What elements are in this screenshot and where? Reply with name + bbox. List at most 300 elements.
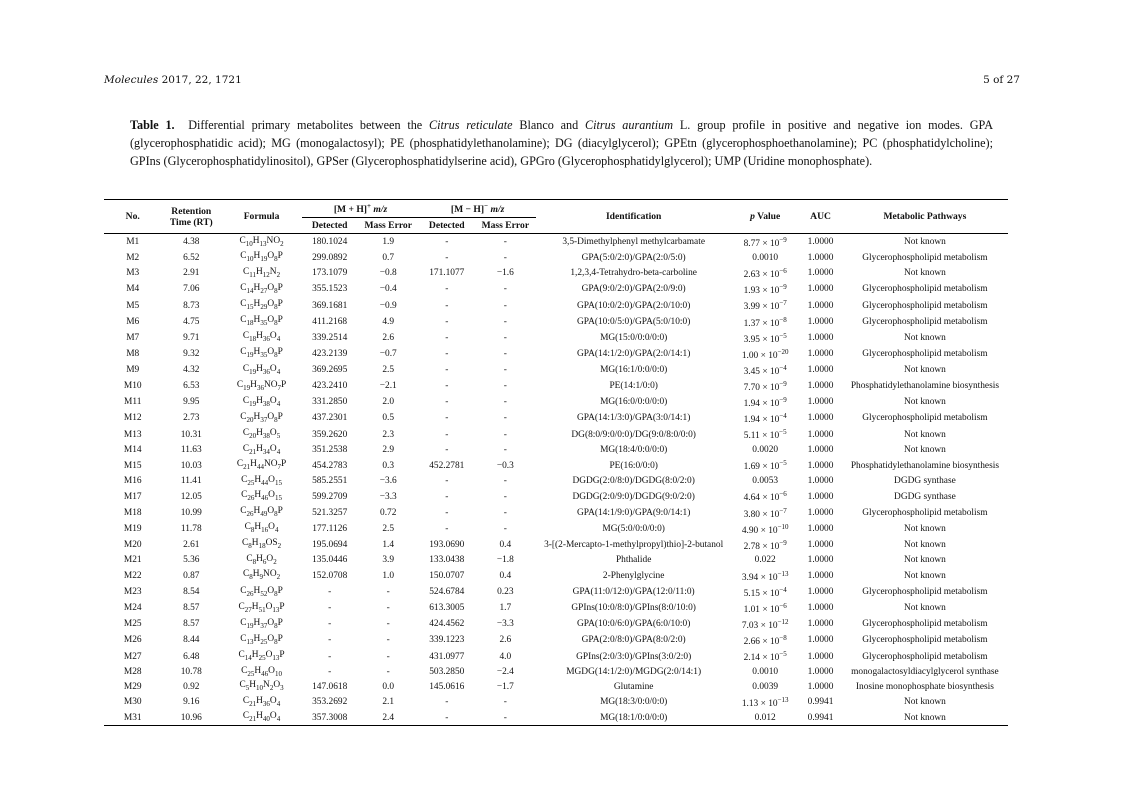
cell-formula: $C_{21}H_{36}O_4$ [242,695,281,708]
col-header-neg-mode: [M − H]− m/z [419,200,536,218]
cell-rt: 8.57 [183,619,200,630]
cell-pathway: Inosine monophosphate biosynthesis [855,681,994,692]
cell-neg-mass-error: −1.8 [496,555,514,566]
cell-pathway: Glycerophospholipid metabolism [862,651,988,662]
cell-identification: MG(18:3/0:0/0:0) [600,697,668,708]
cell-rt: 4.38 [183,237,200,248]
cell-neg-mass-error: −0.3 [496,460,514,471]
cell-no: M10 [123,381,142,392]
cell-neg-detected: - [445,491,449,502]
table-row [104,488,1008,504]
cell-pvalue: $3.45 \times 10^{-4}$ [743,363,787,378]
cell-formula: $C_8H_{16}O_4$ [244,522,279,535]
cell-no: M8 [126,348,140,359]
cell-no: M9 [126,365,140,375]
cell-auc: 1.0000 [807,348,834,359]
table-row [104,648,1008,664]
cell-pathway: Glycerophospholipid metabolism [862,413,988,424]
cell-pvalue: $8.77 \times 10^{-9}$ [743,236,787,250]
cell-formula: $C_{18}H_{36}O_4$ [242,331,281,344]
cell-pathway: Not known [903,523,946,534]
cell-identification: GPA(11:0/12:0)/GPA(12:0/11:0) [572,587,695,597]
cell-neg-detected: - [445,429,449,440]
cell-auc: 1.0000 [807,635,834,646]
cell-no: M19 [123,523,142,534]
cell-rt: 4.75 [183,316,200,327]
cell-pathway: Glycerophospholipid metabolism [862,635,988,646]
cell-pos-mass-error: - [386,619,390,630]
cell-auc: 1.0000 [807,413,834,424]
cell-rt: 8.73 [183,300,200,311]
table-row [104,457,1008,473]
species-name: Citrus reticulate [429,118,513,132]
table-label: Table 1. [130,118,175,132]
cell-no: M26 [123,635,142,646]
cell-auc: 1.0000 [807,539,834,550]
cell-pvalue: $5.15 \times 10^{-4}$ [743,585,787,600]
table-row [104,679,1008,694]
cell-neg-detected: 133.0438 [429,555,465,566]
cell-no: M25 [123,619,142,630]
cell-auc: 1.0000 [807,603,834,614]
cell-neg-detected: - [445,413,449,424]
cell-pathway: Not known [903,429,946,440]
cell-pos-detected: 177.1126 [312,523,348,534]
cell-neg-detected: 339.1223 [429,635,465,646]
cell-pathway: Glycerophospholipid metabolism [862,587,988,597]
cell-identification: MG(18:1/0:0/0:0) [600,712,668,723]
cell-identification: PE(14:1/0:0) [609,381,658,392]
cell-formula: $C_{26}H_{49}O_8P$ [240,506,283,519]
cell-pathway: Not known [903,603,946,614]
cell-auc: 1.0000 [807,284,834,295]
cell-neg-detected: 452.2781 [429,460,465,471]
cell-formula: $C_{25}H_{44}O_{15}$ [241,474,282,487]
cell-auc: 1.0000 [807,491,834,502]
col-header-formula: Formula [221,200,302,234]
cell-no: M23 [123,587,142,597]
cell-identification: GPIns(10:0/8:0)/GPIns(8:0/10:0) [571,603,696,614]
cell-neg-detected: - [445,712,449,723]
cell-identification: MG(15:0/0:0/0:0) [600,332,668,343]
cell-pos-mass-error: −3.3 [379,491,397,502]
cell-pos-mass-error: 2.6 [382,332,395,343]
cell-neg-mass-error: −1.7 [496,681,514,692]
cell-formula: $C_{14}H_{25}O_{13}P$ [238,650,285,662]
cell-no: M16 [123,476,142,486]
cell-pathway: Glycerophospholipid metabolism [862,300,988,311]
table-row [104,505,1008,521]
cell-neg-detected: 503.2850 [429,667,465,677]
cell-rt: 12.05 [180,491,202,502]
cell-pos-mass-error: −0.8 [379,268,397,279]
cell-formula: $C_{19}H_{38}O_4$ [242,395,281,408]
cell-rt: 6.52 [183,252,200,263]
cell-identification: GPA(9:0/2:0)/GPA(2:0/9:0) [581,284,686,295]
cell-identification: DG(8:0/9:0/0:0)/DG(9:0/8:0/0:0) [571,429,696,440]
cell-rt: 4.32 [183,365,200,375]
col-header-pos-mode: [M + H]+ m/z [302,200,419,218]
cell-identification: GPA(2:0/8:0)/GPA(8:0/2:0) [581,635,686,646]
cell-pvalue: $2.78 \times 10^{-9}$ [743,538,787,552]
cell-pos-mass-error: 0.5 [382,413,395,424]
cell-pos-detected: 299.0892 [312,252,348,263]
cell-pvalue: $2.66 \times 10^{-8}$ [743,634,787,648]
col-header-pos-mass-error: Mass Error [357,218,419,234]
cell-pathway: Not known [903,570,946,581]
cell-no: M2 [126,252,140,263]
cell-pathway: Not known [903,397,946,408]
cell-auc: 1.0000 [807,332,834,343]
cell-pathway: Glycerophospholipid metabolism [862,507,988,518]
cell-pos-mass-error: 1.9 [382,237,395,248]
table-row [104,665,1008,680]
cell-pvalue: 0.022 [754,555,776,566]
cell-rt: 5.36 [183,555,200,566]
cell-pvalue: $1.93 \times 10^{-9}$ [743,283,787,297]
cell-rt: 11.78 [180,523,202,534]
cell-identification: Phthalide [615,555,652,566]
cell-neg-detected: 524.6784 [429,587,465,597]
cell-pathway: Phosphatidylethanolamine biosynthesis [850,460,999,471]
cell-rt: 0.87 [183,570,200,581]
cell-no: M5 [126,300,140,311]
cell-pvalue: $7.70 \times 10^{-9}$ [743,380,787,394]
table-row [104,297,1008,313]
cell-neg-detected: - [445,523,449,534]
cell-neg-mass-error: - [503,697,507,708]
cell-neg-mass-error: - [503,365,507,375]
cell-neg-mass-error: 1.7 [499,603,512,614]
cell-auc: 1.0000 [807,651,834,662]
cell-auc: 1.0000 [807,681,834,692]
cell-pos-detected: 521.3257 [312,507,348,518]
table-row [104,410,1008,426]
cell-no: M18 [123,507,142,518]
cell-formula: $C_{11}H_{12}N_2$ [243,266,281,279]
cell-pos-mass-error: −0.4 [379,284,397,295]
cell-pvalue: $3.80 \times 10^{-7}$ [743,506,787,520]
caption-text: Differential primary metabolites between the [188,118,429,132]
cell-neg-detected: 171.1077 [429,268,465,279]
cell-neg-mass-error: - [503,316,507,327]
table-row [104,443,1008,458]
cell-identification: 3-[(2-Mercapto-1-methylpropyl)thio]-2-butanol [544,539,724,550]
cell-identification: MGDG(14:1/2:0)/MGDG(2:0/14:1) [566,667,702,677]
cell-no: M28 [123,667,142,677]
cell-formula: $C_{20}H_{38}O_5$ [242,428,281,440]
cell-pathway: Not known [903,539,946,550]
cell-identification: Glutamine [613,681,654,692]
cell-pos-mass-error: 2.4 [382,712,395,723]
cell-neg-detected: - [445,300,449,311]
cell-formula: $C_{21}H_{40}O_4$ [242,711,281,724]
cell-rt: 9.71 [183,332,200,343]
col-header-neg-detected: Detected [419,218,474,234]
table-row [104,553,1008,568]
cell-neg-detected: - [445,237,449,248]
cell-identification: GPA(10:0/2:0)/GPA(2:0/10:0) [576,300,691,311]
col-header-auc: AUC [799,200,842,234]
cell-auc: 1.0000 [807,381,834,392]
cell-no: M4 [126,284,140,295]
cell-rt: 9.32 [183,348,200,359]
cell-identification: GPA(14:1/9:0)/GPA(9:0/14:1) [576,507,691,518]
cell-pvalue: 0.0039 [752,681,779,692]
cell-no: M15 [123,460,142,471]
cell-pos-detected: 359.2620 [312,429,348,440]
cell-auc: 1.0000 [807,555,834,566]
cell-pathway: Glycerophospholipid metabolism [862,316,988,327]
cell-pvalue: $3.95 \times 10^{-5}$ [743,331,787,345]
cell-pvalue: 0.0010 [752,252,779,263]
cell-pvalue: $7.03 \times 10^{-12}$ [741,618,789,632]
metabolites-table [104,199,1008,726]
cell-auc: 1.0000 [807,300,834,311]
cell-pos-mass-error: - [386,587,390,597]
cell-pathway: DGDG synthase [894,491,956,502]
cell-rt: 6.53 [183,381,200,392]
table-row [104,584,1008,600]
cell-pos-mass-error: 0.72 [380,507,397,518]
cell-pvalue: $3.94 \times 10^{-13}$ [741,569,789,583]
cell-neg-mass-error: - [503,476,507,486]
cell-pos-mass-error: 1.4 [382,539,395,550]
cell-formula: $C_5H_{10}N_2O_3$ [239,680,284,693]
col-header-identification: Identification [536,200,731,234]
cell-no: M7 [126,332,140,343]
cell-pos-mass-error: −0.9 [379,300,397,311]
cell-pos-detected: 339.2514 [312,332,348,343]
cell-neg-mass-error: - [503,397,507,408]
cell-neg-detected: - [445,365,449,375]
cell-rt: 2.61 [183,539,200,550]
cell-auc: 1.0000 [807,667,834,677]
col-header-no: No. [104,200,161,234]
cell-rt: 8.54 [183,587,200,597]
cell-rt: 9.95 [183,397,200,408]
table-row [104,281,1008,297]
cell-identification: PE(16:0/0:0) [609,460,658,471]
cell-formula: $C_8H_9NO_2$ [243,569,281,582]
cell-pos-mass-error: 2.1 [382,697,395,708]
cell-rt: 8.44 [183,635,200,646]
cell-pos-detected: - [328,587,332,597]
table-body [104,234,1008,726]
cell-formula: $C_{18}H_{35}O_8P$ [240,315,283,328]
cell-auc: 1.0000 [807,365,834,375]
cell-pos-detected: - [328,651,332,662]
table-row [104,474,1008,489]
cell-neg-mass-error: - [503,523,507,534]
cell-pos-detected: 599.2709 [312,491,348,502]
cell-pvalue: $5.11 \times 10^{-5}$ [743,428,787,442]
cell-identification: DGDG(2:0/9:0)/DGDG(9:0/2:0) [572,491,695,502]
cell-pos-detected: 351.2538 [312,445,348,455]
cell-auc: 1.0000 [807,523,834,534]
cell-neg-mass-error: −1.6 [496,268,514,279]
cell-pos-mass-error: - [386,651,390,662]
cell-no: M22 [123,570,142,581]
cell-auc: 1.0000 [807,460,834,471]
table-row [104,632,1008,648]
cell-pos-detected: 355.1523 [312,284,348,295]
cell-pos-mass-error: - [386,667,390,677]
cell-no: M30 [123,697,142,708]
cell-neg-detected: - [445,507,449,518]
table-row [104,250,1008,265]
cell-pos-mass-error: 2.0 [382,397,395,408]
cell-neg-mass-error: - [503,237,507,248]
col-header-pvalue: p Value [731,200,799,234]
cell-pathway: DGDG synthase [894,476,956,486]
cell-formula: $C_{13}H_{25}O_8P$ [240,633,283,646]
cell-neg-detected: - [445,332,449,343]
cell-neg-mass-error: - [503,252,507,263]
cell-neg-mass-error: - [503,507,507,518]
cell-no: M24 [123,603,142,614]
cell-auc: 1.0000 [807,445,834,455]
cell-formula: $C_{10}H_{19}O_8P$ [240,251,283,264]
cell-neg-mass-error: - [503,413,507,424]
cell-pos-detected: 423.2410 [312,381,348,392]
table-row [104,378,1008,394]
cell-neg-mass-error: - [503,348,507,359]
cell-pos-detected: - [328,619,332,630]
cell-pathway: Not known [903,237,946,248]
cell-neg-mass-error: 0.4 [499,539,512,550]
cell-auc: 1.0000 [807,619,834,630]
cell-neg-mass-error: 4.0 [499,651,512,662]
cell-auc: 1.0000 [807,570,834,581]
table-row [104,537,1008,553]
cell-formula: $C_{20}H_{37}O_8P$ [240,411,283,424]
cell-auc: 1.0000 [807,316,834,327]
cell-neg-detected: - [445,397,449,408]
species-name: Citrus aurantium [585,118,674,132]
cell-pvalue: $2.14 \times 10^{-5}$ [743,650,787,664]
cell-formula: $C_{10}H_{13}NO_2$ [239,235,284,248]
cell-auc: 1.0000 [807,476,834,486]
cell-pos-mass-error: 4.9 [382,316,395,327]
cell-no: M29 [123,681,142,692]
cell-neg-detected: 431.0977 [429,651,465,662]
cell-pvalue: $1.94 \times 10^{-4}$ [743,412,787,426]
cell-pvalue: $3.99 \times 10^{-7}$ [743,299,787,313]
cell-no: M3 [126,268,140,279]
cell-rt: 10.31 [180,429,202,440]
cell-identification: 1,2,3,4-Tetrahydro-beta-carboline [570,268,697,279]
cell-identification: GPA(5:0/2:0)/GPA(2:0/5:0) [581,252,686,263]
col-header-neg-mass-error: Mass Error [474,218,536,234]
cell-auc: 1.0000 [807,507,834,518]
cell-rt: 10.99 [180,507,202,518]
cell-pos-detected: 135.0446 [312,555,348,566]
cell-pos-mass-error: 0.7 [382,252,395,263]
cell-no: M20 [123,539,142,550]
col-header-pos-detected: Detected [302,218,357,234]
col-header-rt: Retention Time (RT) [161,200,221,234]
cell-pos-detected: - [328,667,332,677]
cell-neg-mass-error: - [503,300,507,311]
cell-auc: 0.9941 [807,697,834,708]
cell-no: M27 [123,651,142,662]
cell-no: M6 [126,316,140,327]
cell-identification: MG(5:0/0:0/0:0) [602,523,665,534]
cell-neg-detected: 150.0707 [429,570,465,581]
cell-formula: $C_{21}H_{34}O_4$ [242,443,281,456]
cell-neg-mass-error: - [503,491,507,502]
caption-text: L. group profile in positive and negative ion modes. GPA (glycerophosphatidic acid); MG (monogalactosyl); PE (phosphatidylethanolamine); DG (diacylglycerol); GPEtn (glycerophosphoethanolamine); PC (phosphatidylcholine); GPIns (Glycerophosphatidylinositol), GPSer (Glycerophosphatidylserine acid), GPGro (Glycerophosphatidylglycerol); UMP (Uridine monophosphate). [130,118,994,168]
cell-pathway: Not known [903,268,946,279]
cell-pos-detected: 353.2692 [312,697,348,708]
cell-pos-mass-error: 2.9 [382,445,395,455]
cell-pvalue: $1.69 \times 10^{-5}$ [743,459,787,473]
cell-formula: $C_{26}H_{46}O_{15}$ [241,490,282,502]
cell-pos-detected: 585.2551 [312,476,348,486]
cell-rt: 0.92 [183,681,200,692]
cell-neg-mass-error: 0.4 [499,570,512,581]
cell-no: M21 [123,555,142,566]
cell-auc: 1.0000 [807,252,834,263]
cell-rt: 10.03 [180,460,202,471]
cell-pvalue: 0.0020 [752,445,779,455]
cell-formula: $C_{27}H_{51}O_{13}P$ [238,601,285,614]
cell-identification: MG(16:0/0:0/0:0) [600,397,668,408]
cell-pos-detected: 195.0694 [312,539,348,550]
cell-formula: $C_{19}H_{35}O_8P$ [240,347,283,360]
cell-no: M11 [124,397,142,408]
cell-rt: 6.48 [183,651,200,662]
table-row [104,710,1008,725]
table-row [104,362,1008,378]
table-row [104,346,1008,362]
cell-formula: $C_8H_{18}OS_2$ [242,538,282,551]
cell-pathway: Not known [903,332,946,343]
cell-identification: GPA(10:0/5:0)/GPA(5:0/10:0) [576,316,691,327]
cell-identification: GPIns(2:0/3:0)/GPIns(3:0/2:0) [576,651,692,662]
cell-neg-mass-error: - [503,332,507,343]
cell-identification: GPA(14:1/2:0)/GPA(2:0/14:1) [576,348,691,359]
cell-pos-mass-error: 0.0 [382,681,395,692]
cell-no: M13 [123,429,142,440]
cell-formula: $C_8H_6O_2$ [246,553,277,566]
cell-pos-detected: 180.1024 [312,237,348,248]
cell-pathway: Not known [903,712,946,723]
cell-no: M12 [123,413,142,424]
cell-rt: 10.78 [180,667,202,677]
cell-identification: 2-Phenylglycine [602,570,665,581]
cell-pathway: monogalactosyldiacylglycerol synthase [851,667,999,677]
table-caption [130,116,993,170]
cell-pathway: Glycerophospholipid metabolism [862,284,988,295]
cell-neg-detected: 193.0690 [429,539,465,550]
cell-pathway: Glycerophospholipid metabolism [862,619,988,630]
cell-pos-mass-error: 3.9 [382,555,395,566]
table-row [104,330,1008,346]
cell-neg-mass-error: - [503,381,507,392]
cell-neg-detected: - [445,445,449,455]
cell-neg-detected: - [445,348,449,359]
cell-rt: 10.96 [180,712,202,723]
cell-pvalue: $2.63 \times 10^{-6}$ [743,267,787,281]
cell-auc: 0.9941 [807,712,834,723]
cell-pos-detected: - [328,635,332,646]
cell-pvalue: 0.0010 [752,667,779,677]
cell-auc: 1.0000 [807,587,834,597]
cell-formula: $C_{19}H_{36}O_4$ [242,363,281,376]
cell-rt: 7.06 [183,284,200,295]
